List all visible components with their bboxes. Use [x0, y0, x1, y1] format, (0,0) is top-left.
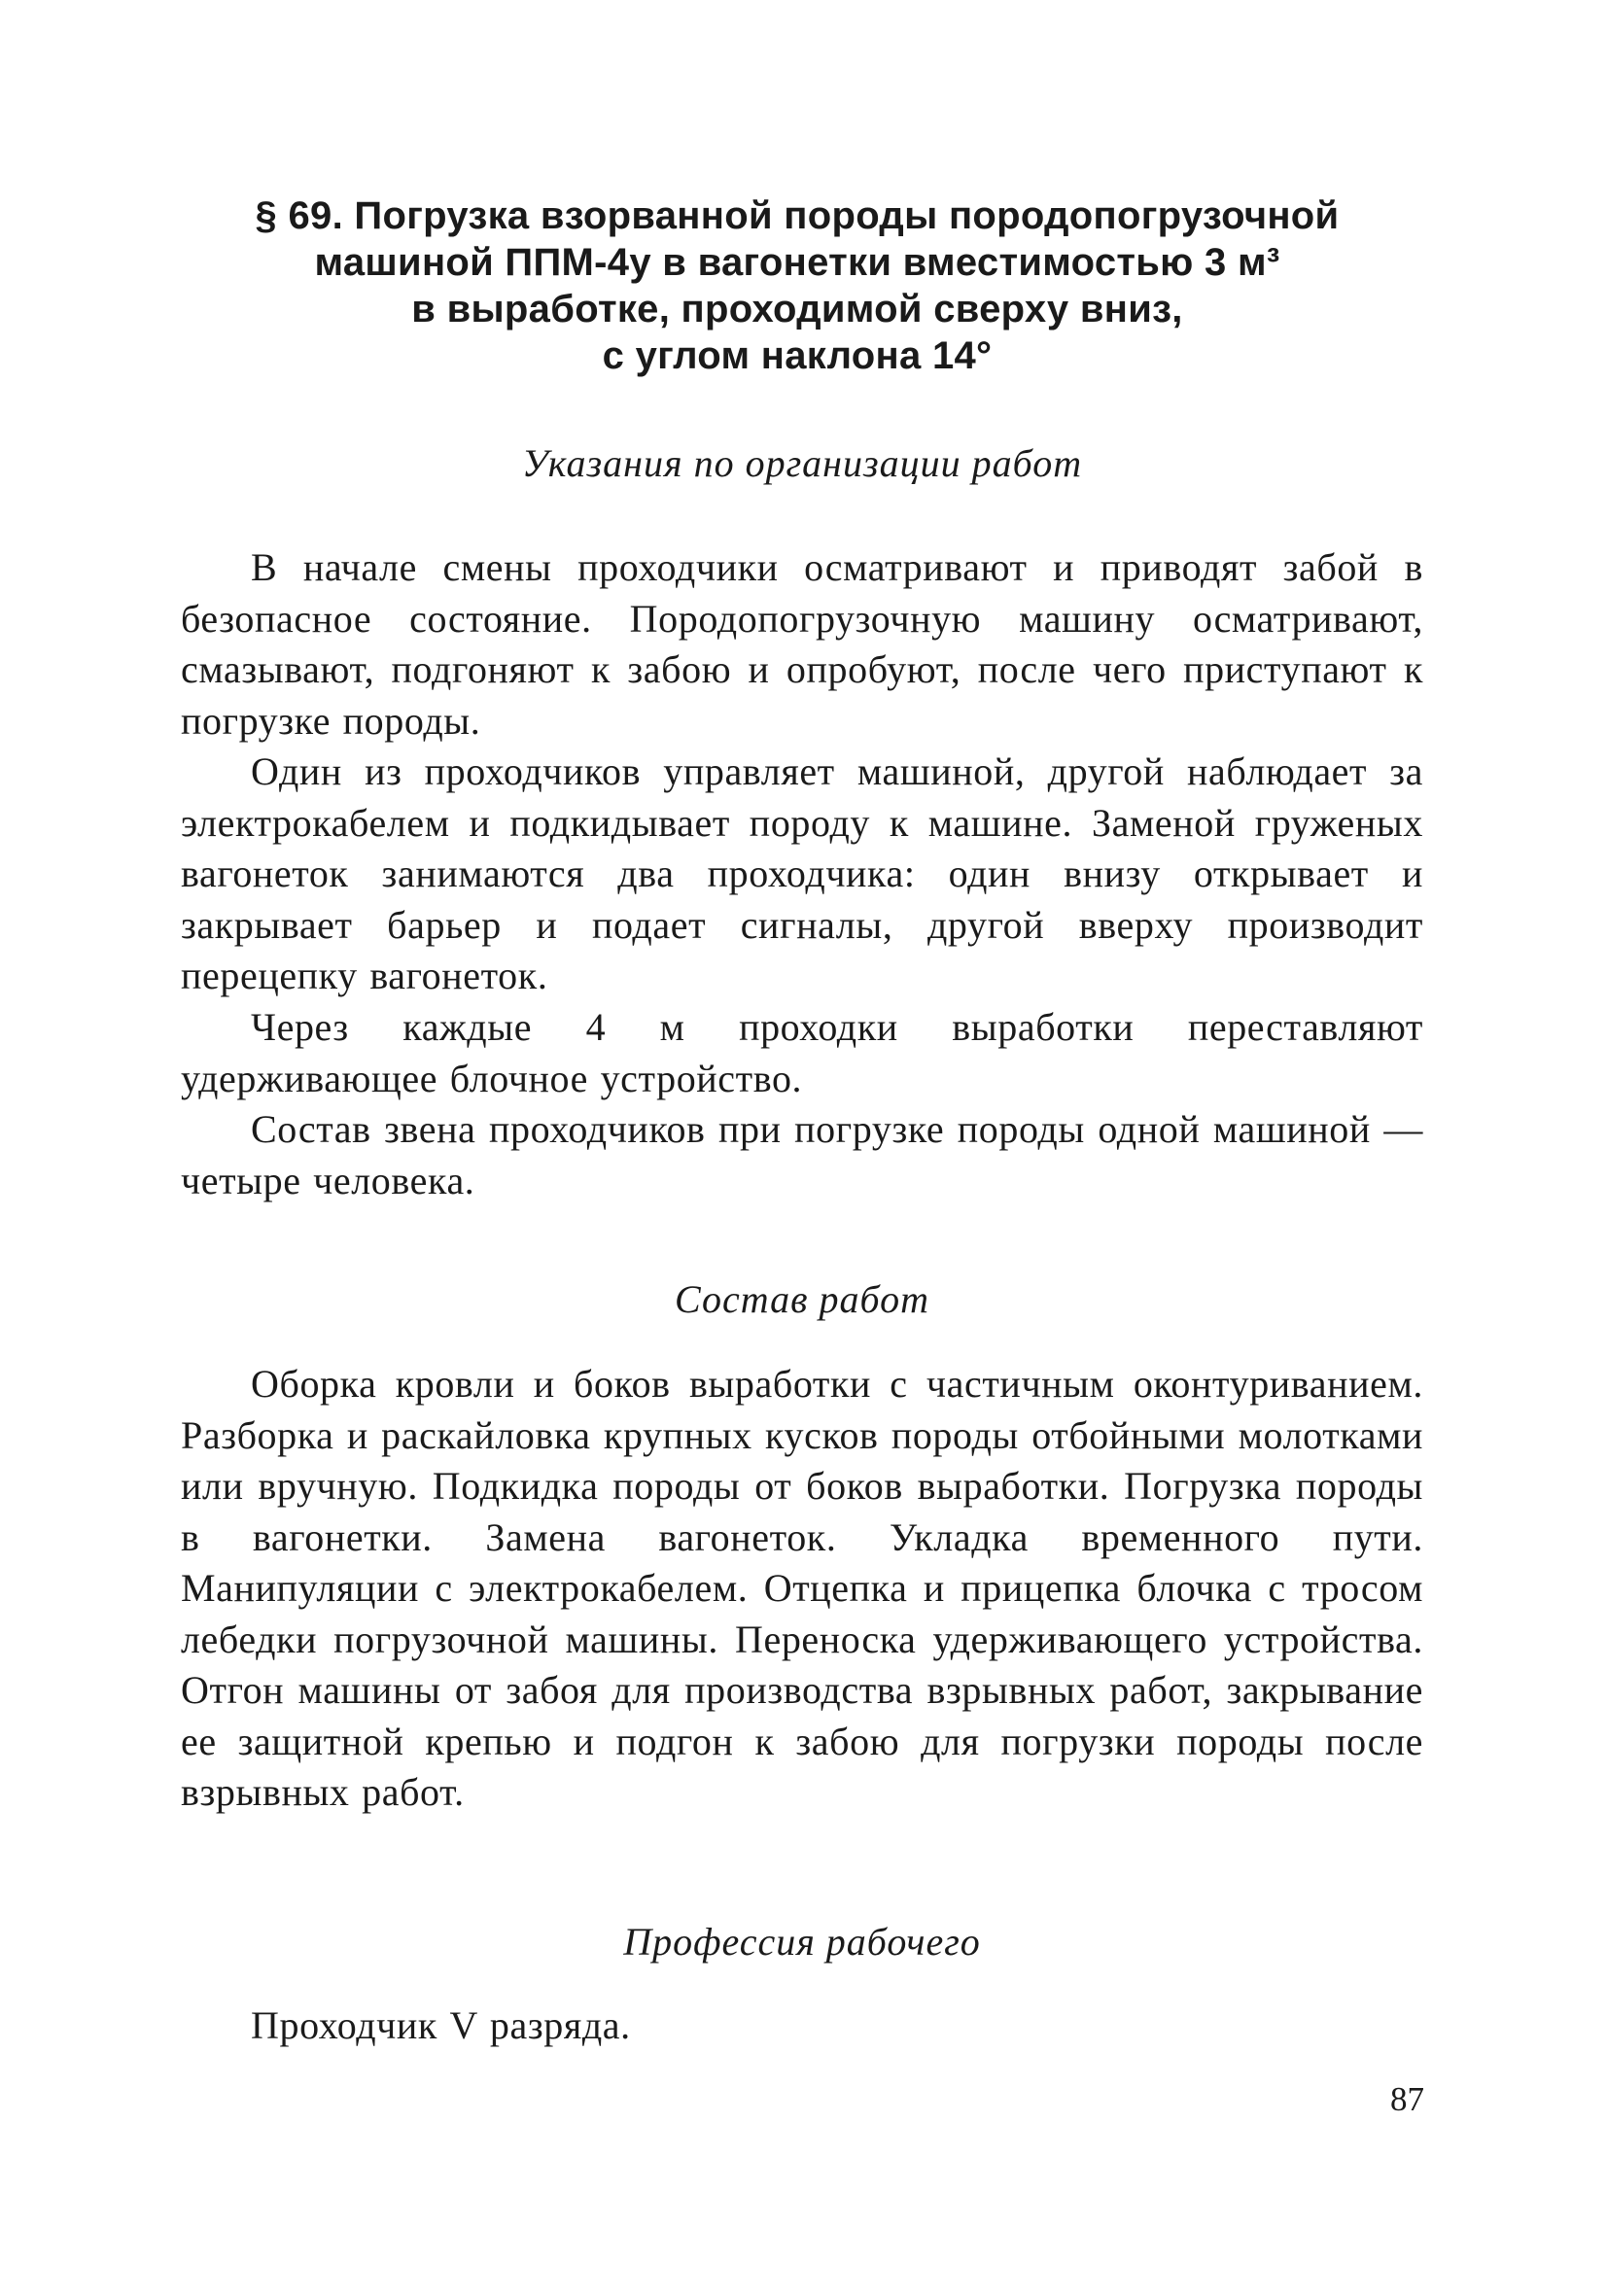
- paragraph-device-reposition: Через каждые 4 м проходки выработки переставляют удерживающее блочное устройство.: [181, 1005, 1423, 1100]
- page-number: 87: [1390, 2080, 1424, 2118]
- title-line-3: в выработке, проходимой сверху вниз,: [411, 288, 1183, 330]
- paragraph-profession: Проходчик V разряда.: [251, 2003, 631, 2047]
- heading-work-organization: Указания по организации работ: [521, 441, 1083, 485]
- heading-work-composition: Состав работ: [675, 1277, 929, 1321]
- paragraph-crew-roles: Один из проходчиков управляет машиной, другой наблюдает за электрокабелем и подкидывает породу к машине. Заменой груженых вагонеток занимаются два проходчика: один внизу открывает и закрывает барьер и подает сигналы, другой вверху производит перецепку вагонеток.: [181, 749, 1423, 997]
- paragraph-shift-start: В начале смены проходчики осматривают и приводят забой в безопасное состояние. Породопогрузочную машину осматривают, смазывают, подгоняют к забою и опробуют, после чего приступают к погрузке породы.: [181, 545, 1423, 743]
- title-line-4: с углом наклона 14°: [602, 334, 993, 377]
- heading-worker-profession: Профессия рабочего: [623, 1920, 981, 1964]
- title-line-1: § 69. Погрузка взорванной породы породопогрузочной: [255, 194, 1340, 237]
- paragraph-work-list: Оборка кровли и боков выработки с частичным оконтуриванием. Разборка и раскайловка крупных кусков породы отбойными молотками или вручную. Подкидка породы от боков выработки. Погрузка породы в вагонетки. Замена вагонеток. Укладка временного пути. Манипуляции с электрокабелем. Отцепка и прицепка блочка с тросом лебедки погрузочной машины. Переноска удерживающего устройства. Отгон машины от забоя для производства взрывных работ, закрывание ее защитной крепью и подгон к забою для погрузки породы после взрывных работ.: [181, 1362, 1423, 1814]
- section-title: [194, 192, 1400, 379]
- paragraph-crew-size: Состав звена проходчиков при погрузке породы одной машиной — четыре человека.: [181, 1107, 1423, 1202]
- title-line-2: машиной ППМ-4у в вагонетки вместимостью 3 м³: [314, 241, 1280, 284]
